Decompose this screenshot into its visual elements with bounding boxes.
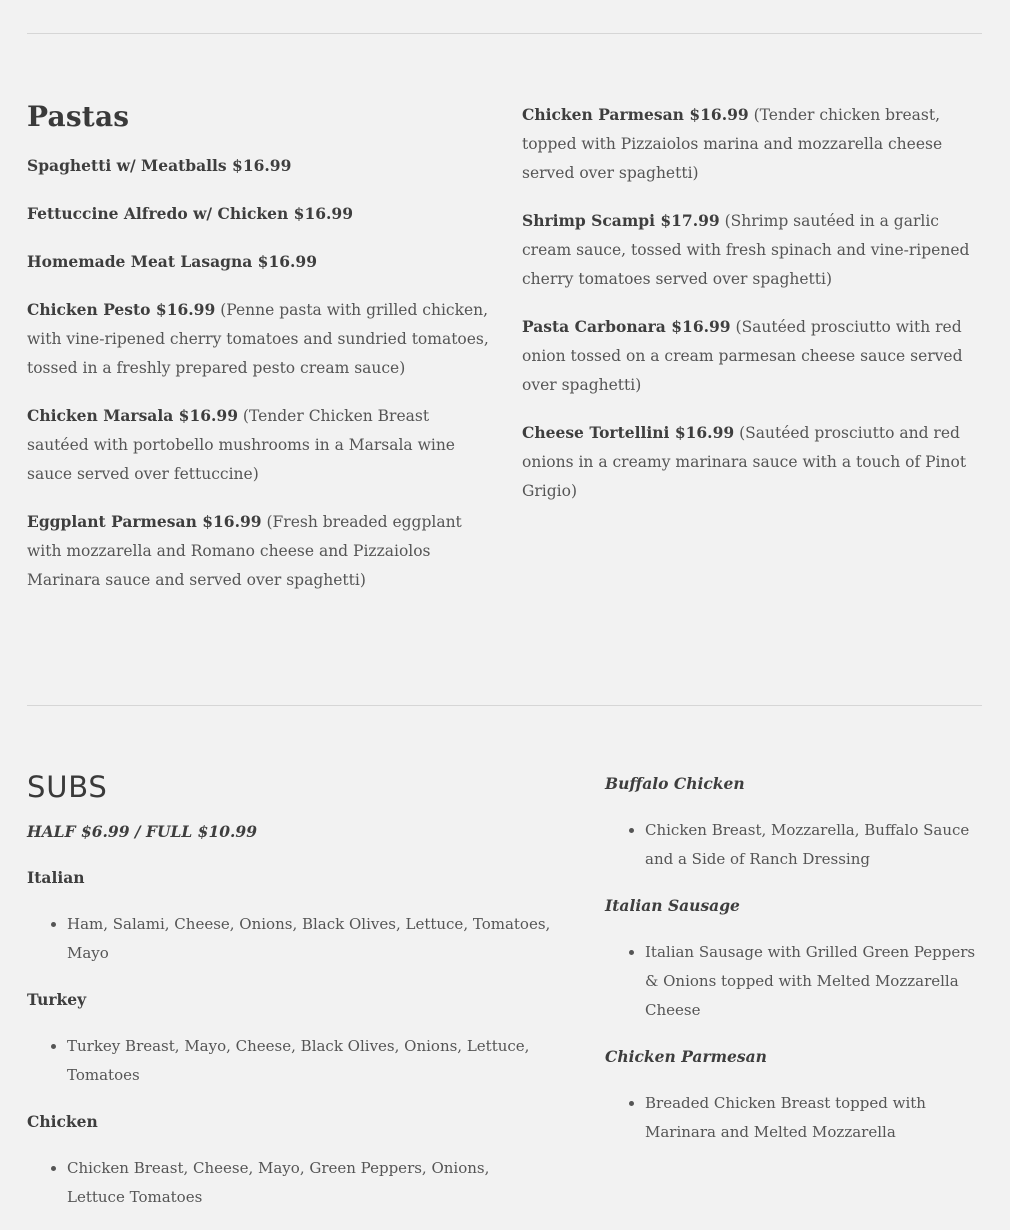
sub-name: Italian — [27, 868, 85, 887]
ingredient-item: • Ham, Salami, Cheese, Onions, Black Olives, Lettuce, Tomatoes, Mayo — [67, 910, 572, 968]
menu-item — [27, 295, 492, 383]
subs-left-column — [27, 770, 572, 1230]
sub-name: Chicken Parmesan — [605, 1047, 767, 1066]
ingredient-list — [605, 1089, 985, 1147]
ingredient-item: • Chicken Breast, Mozzarella, Buffalo Sauce and a Side of Ranch Dressing — [645, 816, 985, 874]
section-divider — [27, 705, 982, 706]
sub-name: Turkey — [27, 990, 87, 1009]
item-description: (Tender Chicken Breast sautéed with portobello mushrooms in a Marsala wine sauce served over fettuccine) — [27, 407, 455, 483]
ingredient-list — [605, 938, 985, 1025]
menu-item — [522, 418, 984, 506]
item-name: Spaghetti w/ Meatballs $16.99 — [27, 156, 292, 175]
item-description: (Penne pasta with grilled chicken, with vine-ripened cherry tomatoes and sundried tomatoes, tossed in a freshly prepared pesto cream sauce) — [27, 301, 489, 377]
ingredient-item: • Italian Sausage with Grilled Green Peppers & Onions topped with Melted Mozzarella Cheese — [645, 938, 985, 1025]
item-name: Chicken Parmesan $16.99 — [522, 105, 749, 124]
menu-item — [27, 401, 492, 489]
top-divider — [27, 33, 982, 34]
menu-item — [27, 507, 492, 595]
menu-item — [27, 151, 492, 181]
ingredient-item: • Turkey Breast, Mayo, Cheese, Black Olives, Onions, Lettuce, Tomatoes — [67, 1032, 572, 1090]
item-name: Homemade Meat Lasagna $16.99 — [27, 252, 317, 271]
ingredient-list — [27, 1154, 572, 1212]
item-name: Cheese Tortellini $16.99 — [522, 423, 735, 442]
ingredient-item: • Breaded Chicken Breast topped with Marinara and Melted Mozzarella — [645, 1089, 985, 1147]
item-name: Chicken Marsala $16.99 — [27, 406, 238, 425]
item-name: Fettuccine Alfredo w/ Chicken $16.99 — [27, 204, 353, 223]
item-description: (Sautéed prosciutto with red onion tossed on a cream parmesan cheese sauce served over spaghetti) — [522, 318, 963, 394]
item-name: Shrimp Scampi $17.99 — [522, 211, 720, 230]
subs-title: SUBS — [27, 770, 108, 804]
ingredient-list — [605, 816, 985, 874]
ingredient-item: • Chicken Breast, Cheese, Mayo, Green Peppers, Onions, Lettuce Tomatoes — [67, 1154, 522, 1212]
pastas-left-column — [27, 100, 492, 613]
menu-item — [27, 247, 492, 277]
item-description: (Sautéed prosciutto and red onions in a creamy marinara sauce with a touch of Pinot Grigio) — [522, 424, 967, 500]
sub-name: Italian Sausage — [605, 896, 740, 915]
ingredient-list — [27, 910, 572, 968]
item-name: Chicken Pesto $16.99 — [27, 300, 216, 319]
sub-name: Chicken — [27, 1112, 98, 1131]
item-name: Pasta Carbonara $16.99 — [522, 317, 731, 336]
subs-price: HALF $6.99 / FULL $10.99 — [27, 822, 257, 841]
menu-item — [27, 199, 492, 229]
menu-item — [522, 312, 984, 400]
menu-item — [522, 100, 984, 188]
item-description: (Shrimp sautéed in a garlic cream sauce, tossed with fresh spinach and vine-ripened cherry tomatoes served over spaghetti) — [522, 212, 970, 288]
pastas-title: Pastas — [27, 100, 130, 133]
item-description: (Fresh breaded eggplant with mozzarella and Romano cheese and Pizzaiolos Marinara sauce and served over spaghetti) — [27, 513, 462, 589]
ingredient-list — [27, 1032, 572, 1090]
item-description: (Tender chicken breast, topped with Pizzaiolos marina and mozzarella cheese served over spaghetti) — [522, 106, 943, 182]
subs-right-column — [605, 770, 985, 1165]
item-name: Eggplant Parmesan $16.99 — [27, 512, 262, 531]
menu-item — [522, 206, 984, 294]
sub-name: Buffalo Chicken — [605, 774, 745, 793]
pastas-right-column — [522, 100, 984, 524]
